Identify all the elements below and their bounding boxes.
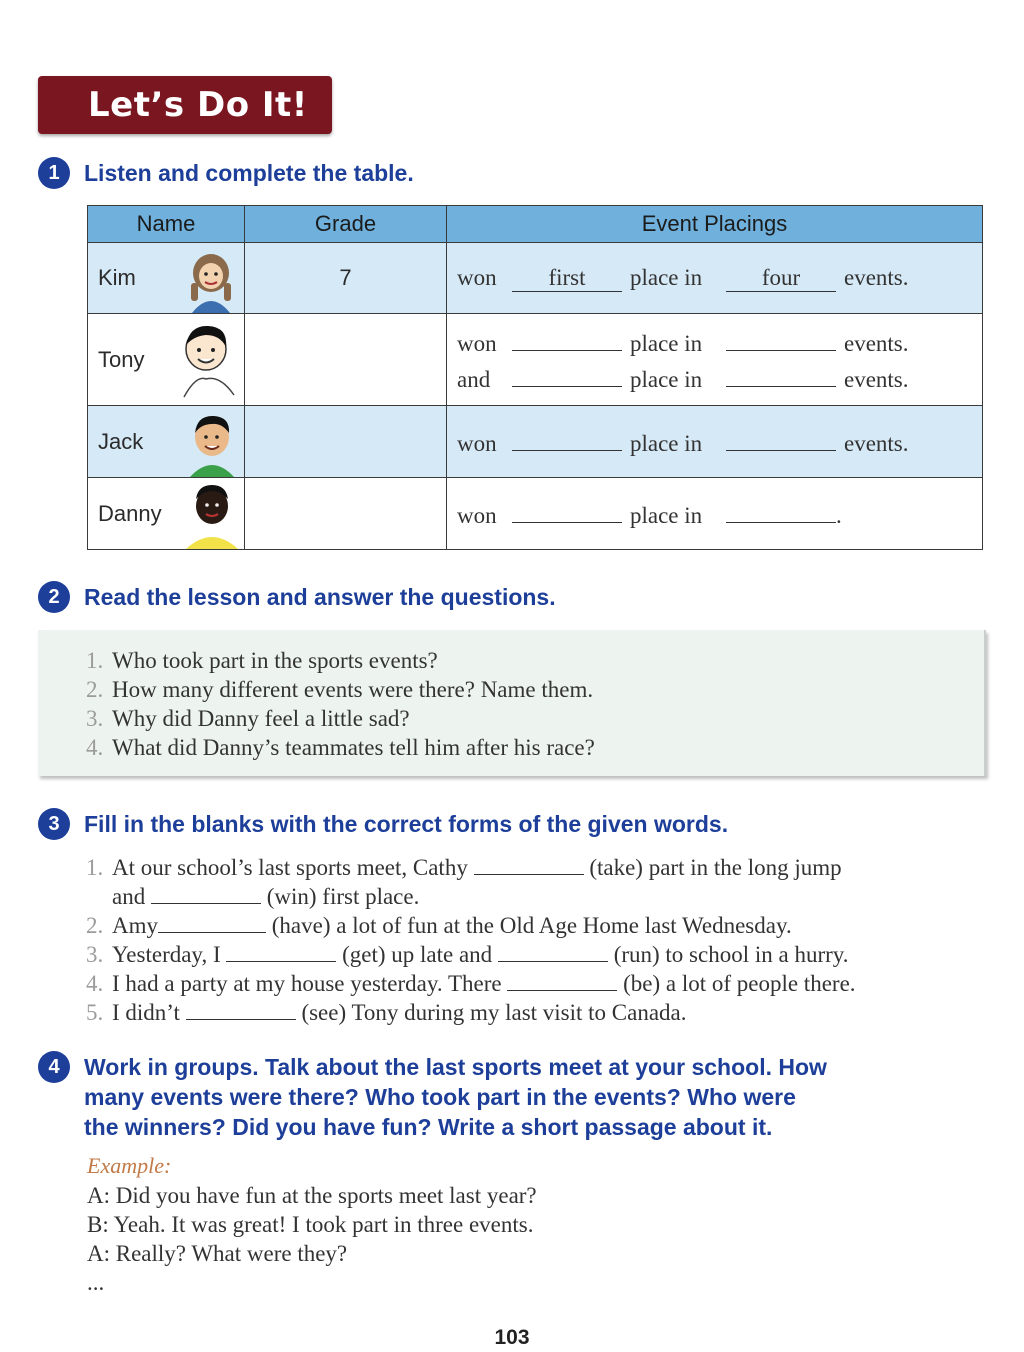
period-label: . xyxy=(836,502,842,528)
won-label: won xyxy=(457,330,497,356)
dialog-line: A: Did you have fun at the sports meet last year? xyxy=(87,1183,537,1208)
answer-blank xyxy=(726,496,836,523)
banner-title: Let’s Do It! xyxy=(88,85,308,125)
list-item: 3. Yesterday, I (get) up late and (run) to school in a hurry. xyxy=(86,942,849,967)
header-event-placings: Event Placings xyxy=(447,206,983,243)
placings-table xyxy=(87,205,983,550)
placing-cell xyxy=(447,406,983,478)
question-list xyxy=(86,646,595,762)
answer-blank xyxy=(512,360,622,387)
answer-blank xyxy=(726,324,836,351)
events-label: events. xyxy=(844,430,909,456)
and-label: and xyxy=(457,366,491,392)
name-cell xyxy=(88,406,245,478)
place-in-label: place in xyxy=(630,366,703,392)
example-dialog xyxy=(87,1181,537,1297)
events-label: events. xyxy=(844,330,909,356)
name-cell xyxy=(88,314,245,406)
section4-instruction: Work in groups. Talk about the last sports meet at your school. How many events were there? Who took part in the events? Who were the winners? Did you have fun? Write a short passage about it. xyxy=(84,1054,827,1140)
place-in-label: place in xyxy=(630,430,703,456)
placing-cell xyxy=(447,478,983,550)
student-name: Tony xyxy=(98,346,145,372)
table-row xyxy=(88,406,983,478)
section1-instruction: Listen and complete the table. xyxy=(84,160,414,186)
list-item: 4. What did Danny’s teammates tell him after his race? xyxy=(86,735,595,760)
place-in-label: place in xyxy=(630,265,703,290)
name-cell xyxy=(88,243,245,314)
section3-heading xyxy=(38,809,728,840)
kim-portrait-icon xyxy=(182,249,240,313)
dialog-line: A: Really? What were they? xyxy=(87,1241,348,1266)
table-row xyxy=(88,314,983,406)
dialog-line: ... xyxy=(87,1270,105,1295)
answer-blank xyxy=(512,324,622,351)
list-item: 2. Amy (have) a lot of fun at the Old Age Home last Wednesday. xyxy=(86,913,792,938)
answer-blank xyxy=(512,496,622,523)
list-item: 4. I had a party at my house yesterday. There (be) a lot of people there. xyxy=(86,971,856,996)
placing-cell xyxy=(447,314,983,406)
placing-cell xyxy=(447,243,983,314)
grade-cell xyxy=(245,406,447,478)
answer-blank xyxy=(726,360,836,387)
exercise-list xyxy=(86,853,856,1027)
lesson-banner xyxy=(38,76,332,134)
student-name: Danny xyxy=(98,500,162,526)
answer-blank xyxy=(726,424,836,451)
list-item: 1. Who took part in the sports events? xyxy=(86,648,438,673)
answer-blank: four xyxy=(726,265,836,292)
section-number-badge: 2 xyxy=(38,581,70,613)
jack-portrait-icon xyxy=(184,411,240,477)
table-row xyxy=(88,243,983,314)
table-row xyxy=(88,478,983,550)
list-item: 5. I didn’t (see) Tony during my last visit to Canada. xyxy=(86,1000,687,1025)
student-name: Kim xyxy=(98,265,136,290)
section1-heading xyxy=(38,158,414,189)
won-label: won xyxy=(457,502,497,528)
section-number-badge: 4 xyxy=(38,1051,70,1083)
section3-instruction: Fill in the blanks with the correct forms of the given words. xyxy=(84,811,729,837)
grade-cell: 7 xyxy=(245,243,447,314)
place-in-label: place in xyxy=(630,502,703,528)
example-label: Example: xyxy=(87,1153,172,1178)
list-item: 1. At our school’s last sports meet, Cathy (take) part in the long jump xyxy=(86,855,842,880)
grade-cell xyxy=(245,314,447,406)
header-name: Name xyxy=(88,206,245,243)
danny-portrait-icon xyxy=(182,481,240,549)
section2-heading xyxy=(38,582,556,613)
section4-heading xyxy=(38,1052,827,1142)
page-number: 103 xyxy=(494,1326,530,1349)
events-label: events. xyxy=(844,265,909,290)
list-item: 2. How many different events were there? Name them. xyxy=(86,677,594,702)
events-label: events. xyxy=(844,366,909,392)
answer-blank: first xyxy=(512,265,622,292)
answer-blank xyxy=(512,424,622,451)
section-number-badge: 3 xyxy=(38,808,70,840)
section2-instruction: Read the lesson and answer the questions. xyxy=(84,584,556,610)
won-label: won xyxy=(457,430,497,456)
tony-portrait-icon xyxy=(176,319,240,399)
student-name: Jack xyxy=(98,428,144,454)
grade-cell xyxy=(245,478,447,550)
section-number-badge: 1 xyxy=(38,157,70,189)
name-cell xyxy=(88,478,245,550)
place-in-label: place in xyxy=(630,330,703,356)
list-item: and (win) first place. xyxy=(112,884,420,909)
list-item: 3. Why did Danny feel a little sad? xyxy=(86,706,410,731)
dialog-line: B: Yeah. It was great! I took part in three events. xyxy=(87,1212,534,1237)
header-grade: Grade xyxy=(245,206,447,243)
won-label: won xyxy=(457,265,497,290)
